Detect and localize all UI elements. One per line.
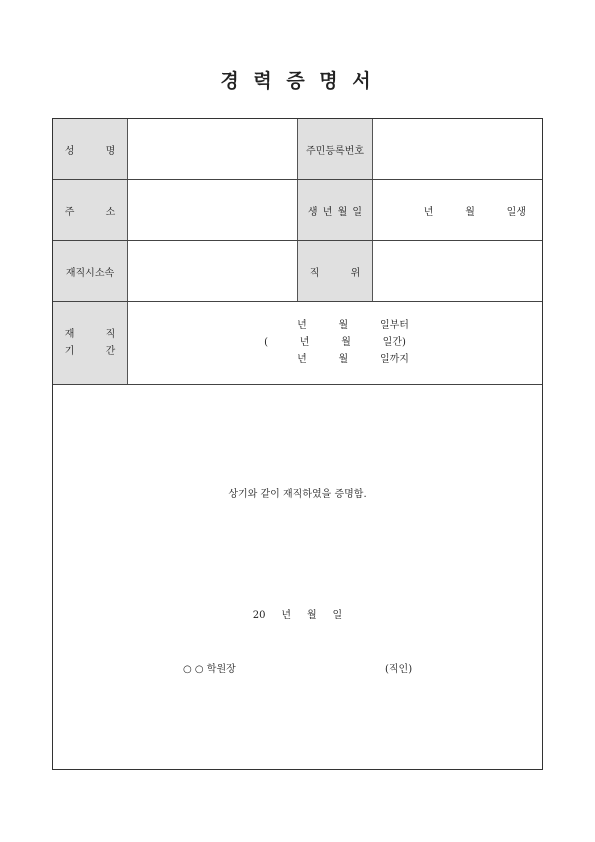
certificate-form <box>52 118 543 770</box>
period-label-line2: 기 간 <box>64 346 116 357</box>
birth-field[interactable] <box>373 180 542 240</box>
period-label <box>53 302 128 384</box>
document-title: 경 력 증 명 서 <box>220 70 375 92</box>
rrn-label: 주민등록번호 <box>298 119 373 179</box>
period-start: 년 월 일부터 <box>297 319 409 331</box>
position-label: 직 위 <box>298 241 373 301</box>
affiliation-field[interactable] <box>128 241 298 301</box>
period-label-line1: 재 직 <box>64 329 116 340</box>
birth-value: 년 월 일생 <box>423 206 526 218</box>
period-end: 년 월 일까지 <box>297 353 409 365</box>
issue-date: 20 년 월 일 <box>252 610 343 621</box>
rrn-field[interactable] <box>373 119 542 179</box>
birth-label: 생 년 월 일 <box>298 180 373 240</box>
address-label: 주 소 <box>53 180 128 240</box>
signer-name: ○ ○ 학원장 <box>183 664 236 675</box>
period-field[interactable] <box>128 301 542 383</box>
certification-statement: 상기와 같이 재직하였을 증명함. <box>228 489 367 500</box>
affiliation-label: 재직시소속 <box>53 241 128 301</box>
address-field[interactable] <box>128 180 298 240</box>
name-field[interactable] <box>128 119 298 179</box>
period-duration: ( 년 월 일간) <box>264 336 406 348</box>
name-label: 성 명 <box>53 119 128 179</box>
official-seal: (직인) <box>385 664 413 675</box>
position-field[interactable] <box>373 241 542 301</box>
